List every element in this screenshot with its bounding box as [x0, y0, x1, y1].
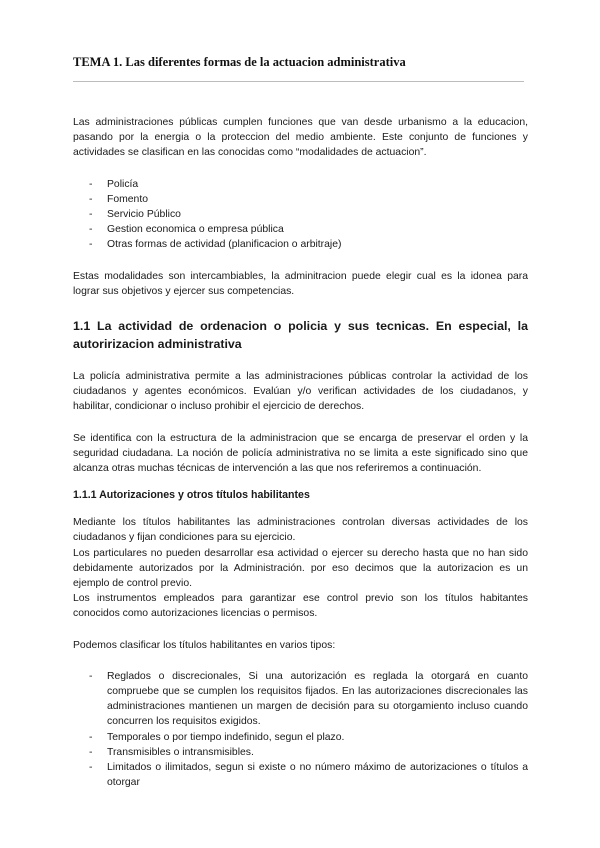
title-divider: [73, 81, 524, 82]
list-item: - Policía: [73, 177, 528, 192]
modalities-list: [73, 177, 528, 253]
section-heading: 1.1 La actividad de ordenacion o policia y sus tecnicas. En especial, la autoririzacion administrativa: [73, 319, 528, 351]
list-item: - Servicio Público: [73, 207, 528, 222]
subsection-paragraph: Los instrumentos empleados para garantizar ese control previo son los títulos habitantes conocidos como autorizaciones licencias o permisos.: [73, 593, 528, 620]
document-body: [73, 115, 528, 791]
page-title: TEMA 1. Las diferentes formas de la actuacion administrativa: [73, 55, 406, 69]
modalities-note: Estas modalidades son intercambiables, la adminitracion puede elegir cual es la idonea para lograr sus objetivos y ejercer sus competencias.: [73, 270, 528, 297]
list-item: - Reglados o discrecionales, Si una autorización es reglada la otorgará en cuanto compruebe que se cumplen los requisitos fijados. En las autorizaciones discrecionales las administraciones mantienen un margen de decisión para su otorgamiento incluso cuando concurren los requisitos exigidos.: [73, 669, 528, 730]
list-item: - Fomento: [73, 192, 528, 207]
subsection-paragraph: Mediante los títulos habilitantes las administraciones controlan diversas actividades de los ciudadanos y fijan condiciones para su ejercicio.: [73, 517, 528, 544]
types-list: [73, 669, 528, 791]
section-paragraph: Se identifica con la estructura de la administracion que se encarga de preservar el orden y la seguridad ciudadana. La noción de policía administrativa no se limita a este significado sino que alcanza otras muchas técnicas de intervención a las que nos referiremos a continuación.: [73, 432, 528, 475]
classification-intro: Podemos clasificar los títulos habilitantes en varios tipos:: [73, 639, 336, 651]
subsection-paragraph: Los particulares no pueden desarrollar esa actividad o ejercer su derecho hasta que no han sido debidamente autorizados por la Administración. por eso decimos que la autorizacion es un ejemplo de control previo.: [73, 547, 528, 590]
subsection-heading: 1.1.1 Autorizaciones y otros títulos habilitantes: [73, 489, 310, 502]
list-item: - Limitados o ilimitados, segun si existe o no número máximo de autorizaciones o títulos a otorgar: [73, 760, 528, 790]
list-item: - Gestion economica o empresa pública: [73, 222, 528, 237]
list-item: - Transmisibles o intransmisibles.: [73, 745, 528, 760]
intro-paragraph: Las administraciones públicas cumplen funciones que van desde urbanismo a la educacion, pasando por la energia o la proteccion del medio ambiente. Este conjunto de funciones y actividades se clasifican en las conocidas como “modalidades de actuacion”.: [73, 117, 528, 159]
section-paragraph: La policía administrativa permite a las administraciones públicas controlar la actividad de los ciudadanos y agentes económicos. Evalúan y/o verifican actividades de los ciudadanos, y habilitar, condicionar o incluso prohibir el ejercicio de derechos.: [73, 371, 528, 413]
list-item: - Temporales o por tiempo indefinido, segun el plazo.: [73, 730, 528, 745]
list-item: - Otras formas de actividad (planificacion o arbitraje): [73, 237, 528, 252]
